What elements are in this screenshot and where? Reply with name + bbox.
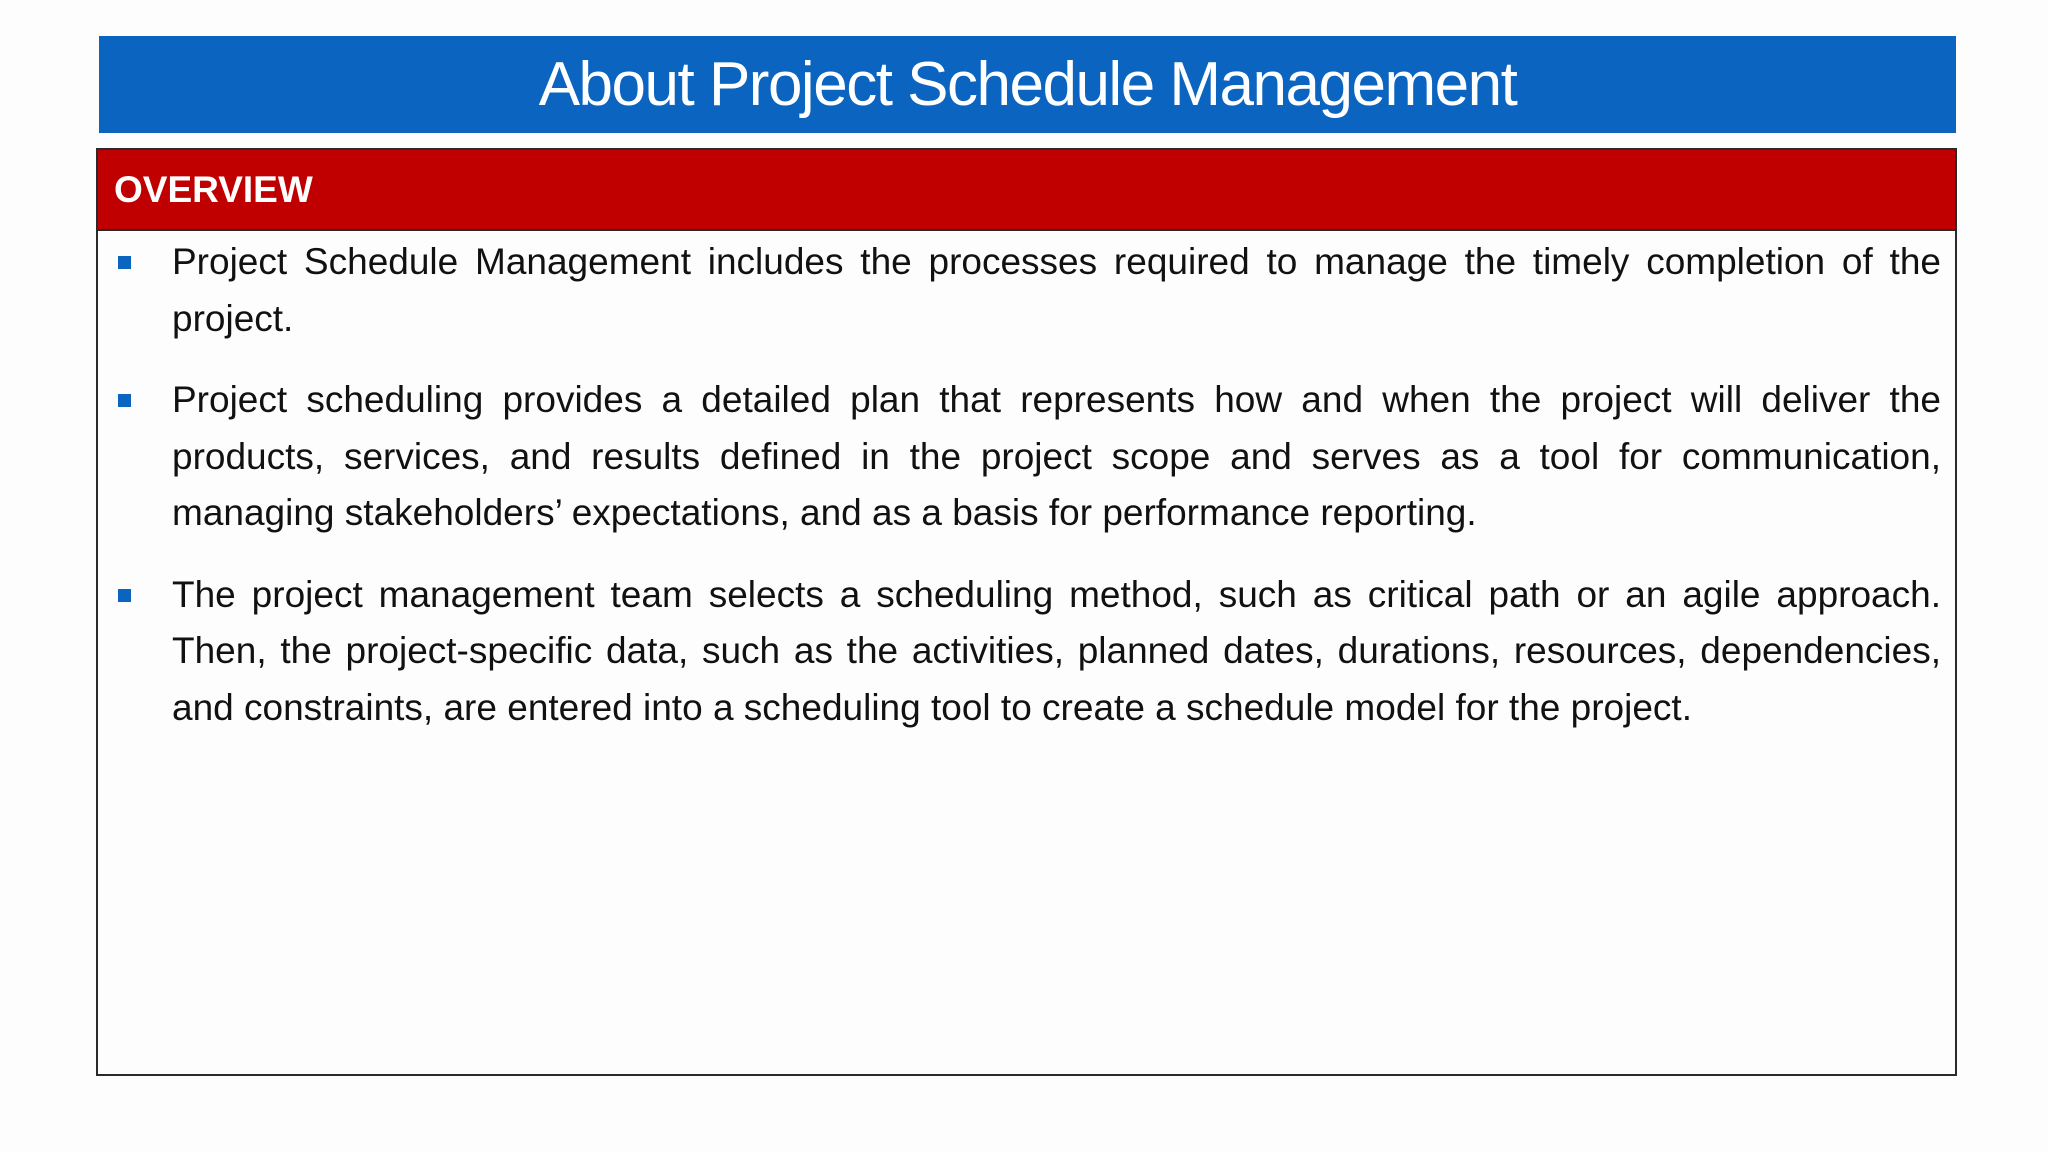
title-banner (99, 36, 1956, 133)
list-item (172, 567, 1941, 737)
list-item (172, 372, 1941, 542)
square-bullet-icon (118, 589, 131, 602)
overview-header-label: OVERVIEW (114, 169, 313, 210)
overview-header (98, 150, 1955, 231)
square-bullet-icon (118, 394, 131, 407)
bullet-text: Project Schedule Management includes the processes required to manage the timely completion of the project. (172, 241, 1941, 339)
overview-panel (96, 148, 1957, 1076)
square-bullet-icon (118, 256, 131, 269)
bullet-list (98, 231, 1955, 736)
list-item (172, 234, 1941, 347)
bullet-text: The project management team selects a scheduling method, such as critical path or an agile approach. Then, the project-specific data, such as the activities, planned dates, durations, resources, dependencies, and constraints, are entered into a scheduling tool to create a schedule model for the project. (172, 573, 1941, 728)
slide-title: About Project Schedule Management (538, 49, 1517, 119)
bullet-text: Project scheduling provides a detailed plan that represents how and when the project will deliver the products, services, and results defined in the project scope and serves as a tool for communication, managing stakeholders’ expectations, and as a basis for performance reporting. (172, 379, 1941, 533)
